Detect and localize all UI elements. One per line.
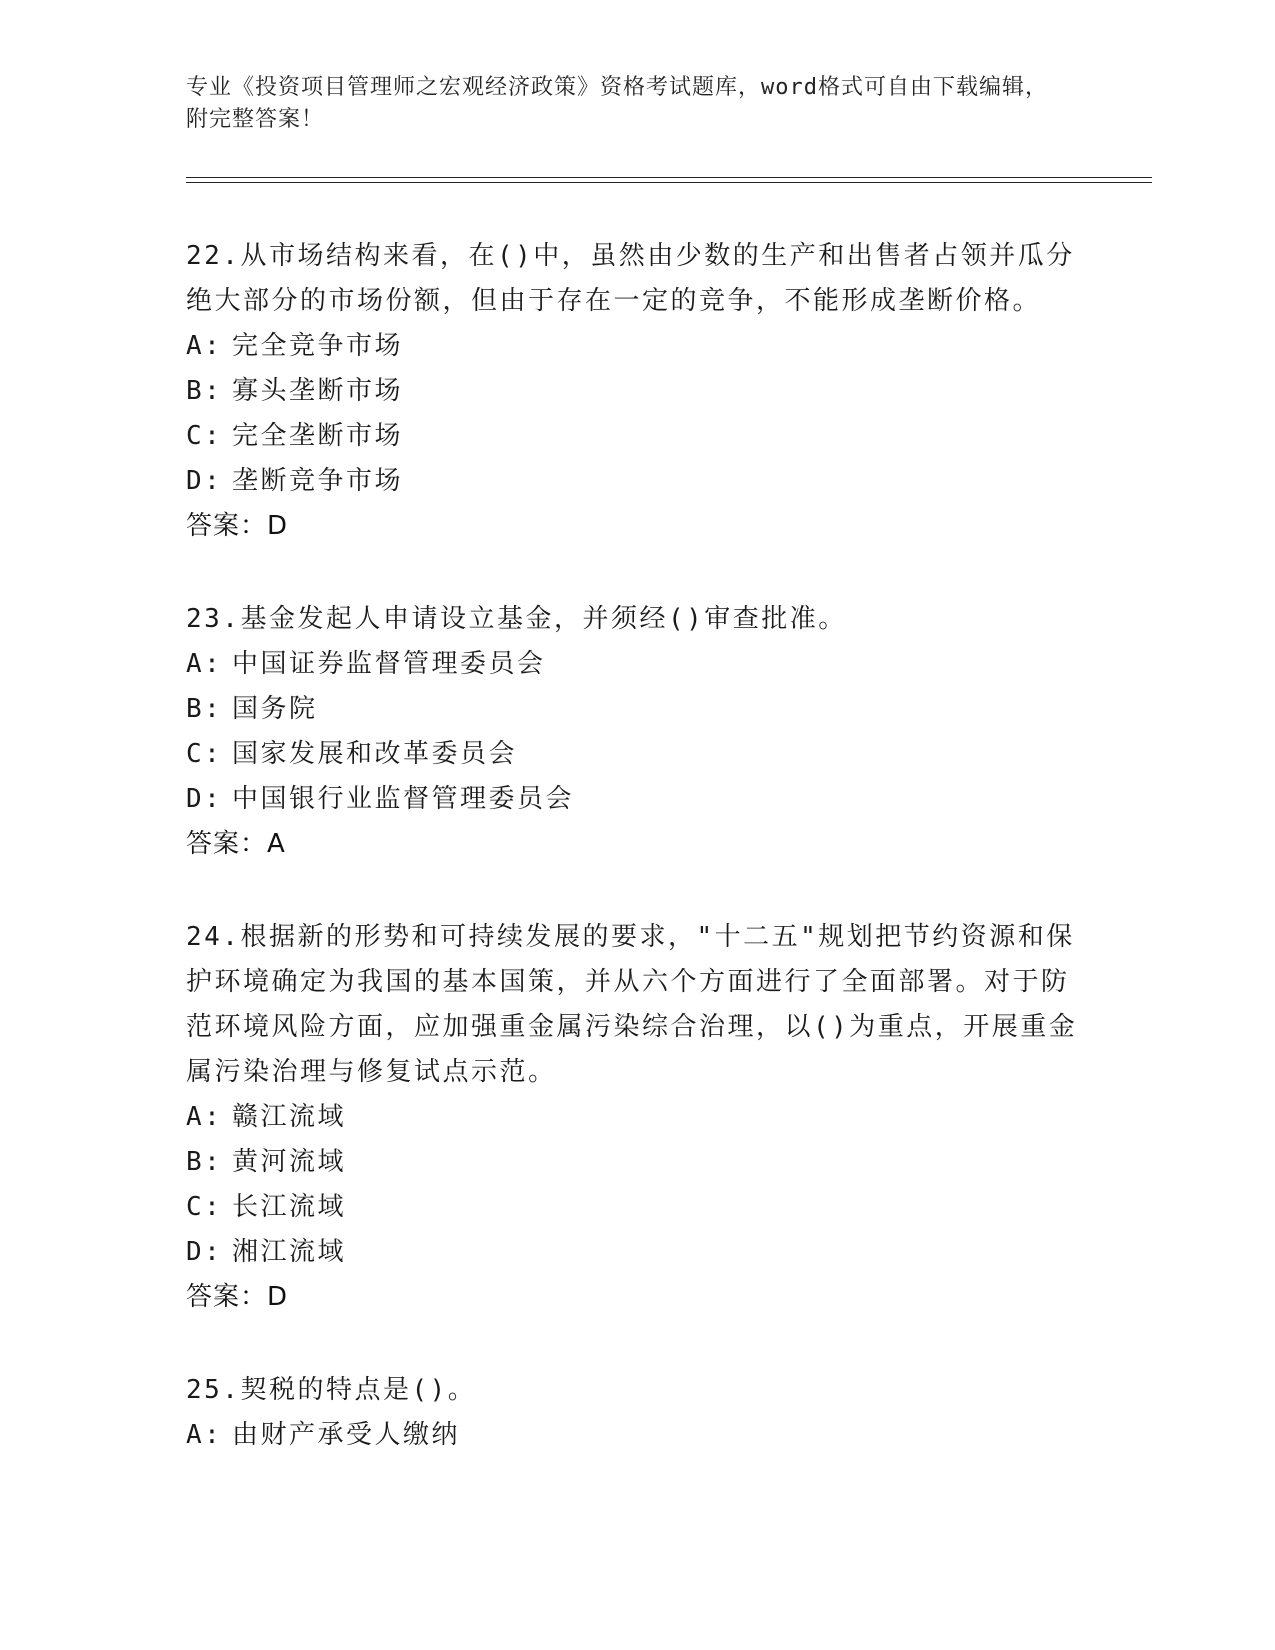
answer-label: 答案：D bbox=[186, 511, 289, 541]
option-letter: A: bbox=[186, 1102, 223, 1132]
question-text: 23.基金发起人申请设立基金，并须经()审查批准。 bbox=[186, 604, 847, 634]
option-text: 中国证券监督管理委员会 bbox=[232, 649, 546, 679]
answer-label: 答案：D bbox=[186, 1282, 289, 1312]
option-b bbox=[186, 369, 1086, 414]
option-text: 国家发展和改革委员会 bbox=[232, 739, 518, 769]
option-a bbox=[186, 324, 1086, 369]
option-text: 中国银行业监督管理委员会 bbox=[232, 784, 575, 814]
header-divider-bottom bbox=[186, 182, 1152, 183]
option-text: 寡头垄断市场 bbox=[232, 376, 404, 406]
option-c bbox=[186, 414, 1086, 459]
option-text: 垄断竞争市场 bbox=[232, 466, 404, 496]
option-letter: B: bbox=[186, 1147, 223, 1177]
option-text: 黄河流域 bbox=[232, 1147, 347, 1177]
question-25 bbox=[186, 1368, 1086, 1458]
option-c bbox=[186, 732, 1086, 777]
option-a bbox=[186, 1095, 1086, 1140]
header-divider-top bbox=[186, 177, 1152, 178]
option-d bbox=[186, 777, 1086, 822]
option-letter: B: bbox=[186, 694, 223, 724]
option-text: 完全竞争市场 bbox=[232, 331, 404, 361]
option-letter: D: bbox=[186, 1237, 223, 1267]
option-letter: C: bbox=[186, 421, 223, 451]
option-a bbox=[186, 1413, 1086, 1458]
option-letter: D: bbox=[186, 784, 223, 814]
option-letter: A: bbox=[186, 331, 223, 361]
option-d bbox=[186, 459, 1086, 504]
option-letter: B: bbox=[186, 376, 223, 406]
option-text: 由财产承受人缴纳 bbox=[232, 1420, 461, 1450]
option-text: 长江流域 bbox=[232, 1192, 347, 1222]
answer-label: 答案：A bbox=[186, 829, 286, 859]
option-text: 完全垄断市场 bbox=[232, 421, 404, 451]
option-d bbox=[186, 1230, 1086, 1275]
option-b bbox=[186, 1140, 1086, 1185]
option-text: 湘江流域 bbox=[232, 1237, 347, 1267]
question-22 bbox=[186, 234, 1086, 549]
question-24 bbox=[186, 915, 1086, 1320]
option-letter: A: bbox=[186, 1420, 223, 1450]
question-text: 24.根据新的形势和可持续发展的要求，"十二五"规划把节约资源和保护环境确定为我国的基本国策，并从六个方面进行了全面部署。对于防范环境风险方面，应加强重金属污染综合治理，以()为重点，开展重金属污染治理与修复试点示范。 bbox=[186, 922, 1078, 1087]
option-letter: C: bbox=[186, 1192, 223, 1222]
option-a bbox=[186, 642, 1086, 687]
option-letter: C: bbox=[186, 739, 223, 769]
option-text: 国务院 bbox=[232, 694, 318, 724]
option-letter: A: bbox=[186, 649, 223, 679]
option-text: 赣江流域 bbox=[232, 1102, 347, 1132]
option-c bbox=[186, 1185, 1086, 1230]
question-text: 25.契税的特点是()。 bbox=[186, 1375, 477, 1405]
option-b bbox=[186, 687, 1086, 732]
document-header: 专业《投资项目管理师之宏观经济政策》资格考试题库，word格式可自由下载编辑，附完整答案！ bbox=[186, 75, 1048, 132]
option-letter: D: bbox=[186, 466, 223, 496]
question-23 bbox=[186, 597, 1086, 867]
question-text: 22.从市场结构来看，在()中，虽然由少数的生产和出售者占领并瓜分绝大部分的市场份额，但由于存在一定的竞争，不能形成垄断价格。 bbox=[186, 241, 1075, 316]
